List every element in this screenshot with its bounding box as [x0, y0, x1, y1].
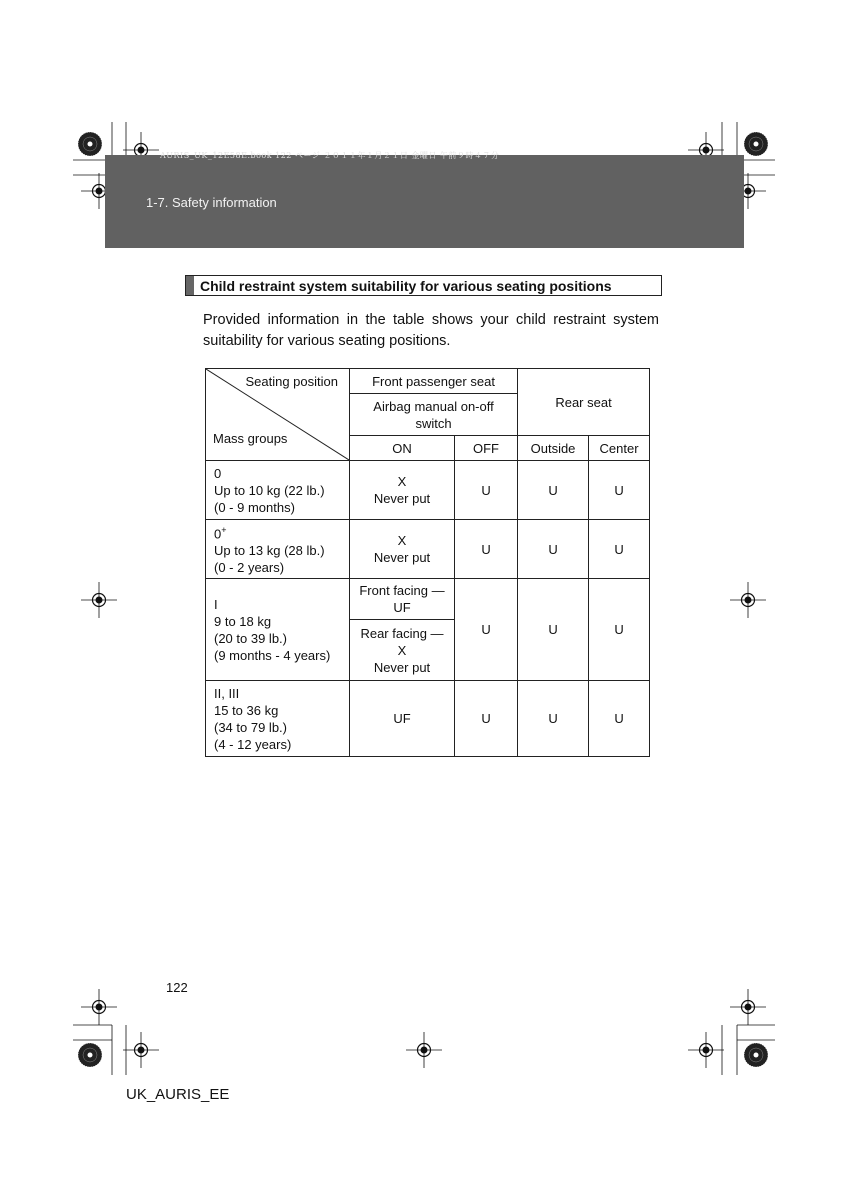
mass-group-age: (9 months - 4 years) [214, 647, 331, 663]
mass-group-age: (0 - 2 years) [214, 560, 285, 576]
mass-group-cell [206, 681, 350, 757]
cell-outside: U [518, 681, 589, 757]
print-meta-line: AURIS_UK_12E58E.book 122 ページ ２０１１年１月２１日 金曜日 午前９時４７分 [160, 151, 500, 160]
suitability-table [205, 368, 650, 757]
col-header-center: Center [589, 436, 650, 461]
col-header-outside: Outside [518, 436, 589, 461]
heading-text: Child restraint system suitability for various seating positions [200, 277, 612, 294]
cell-on-line1: X [397, 474, 407, 489]
cell-on-line2: Never put [373, 550, 431, 565]
cell-outside: U [518, 461, 589, 520]
mass-group-age: (0 - 9 months) [214, 499, 295, 515]
table-row [206, 681, 650, 757]
mass-group-id: II, III [214, 685, 240, 701]
cell-on: UF [350, 681, 455, 757]
mass-group-weight: 9 to 18 kg [214, 613, 272, 629]
rear-facing-value2: Never put [373, 659, 431, 675]
front-facing-label: Front facing — [359, 583, 445, 598]
cell-off: U [455, 681, 518, 757]
document-code: UK_AURIS_EE [126, 1086, 230, 1103]
mass-group-weight-lb: (34 to 79 lb.) [214, 719, 287, 735]
mass-group-cell [206, 461, 350, 520]
heading-accent-bar [186, 276, 194, 295]
table-row [206, 461, 650, 520]
cell-center: U [589, 681, 650, 757]
cell-on-split [350, 579, 455, 681]
mass-group-id [214, 522, 345, 542]
mass-group-weight: 15 to 36 kg [214, 702, 279, 718]
cell-off: U [455, 461, 518, 520]
rear-facing-subcell [350, 620, 454, 680]
cell-outside: U [518, 520, 589, 579]
airbag-switch-header: Airbag manual on-off switch [350, 394, 518, 436]
mass-groups-label: Mass groups [213, 431, 288, 446]
facing-subcells [350, 579, 454, 680]
intro-paragraph: Provided information in the table shows your child restraint system suitability for various seating positions. [203, 312, 659, 349]
section-title: 1-7. Safety information [146, 195, 277, 210]
mass-group-id-sup: + [221, 524, 227, 535]
table-row [206, 520, 650, 579]
col-header-off: OFF [455, 436, 518, 461]
front-facing-value: UF [393, 600, 411, 615]
col-header-on: ON [350, 436, 455, 461]
mass-group-id-text: 0 [214, 526, 222, 542]
front-facing-subcell [350, 579, 454, 620]
page-number: 122 [166, 980, 188, 995]
cell-off: U [455, 579, 518, 681]
mass-group-id: 0 [214, 465, 222, 481]
cell-off: U [455, 520, 518, 579]
mass-group-id: I [214, 596, 218, 612]
rear-seat-header: Rear seat [518, 369, 650, 436]
table-row [206, 579, 650, 681]
cell-center: U [589, 579, 650, 681]
mass-group-cell [206, 579, 350, 681]
cell-on [350, 520, 455, 579]
rear-facing-value1: X [397, 642, 407, 658]
cell-outside: U [518, 579, 589, 681]
cell-center: U [589, 520, 650, 579]
section-heading [185, 275, 662, 296]
cell-on [350, 461, 455, 520]
mass-group-weight-lb: (20 to 39 lb.) [214, 630, 287, 646]
cell-center: U [589, 461, 650, 520]
seating-position-label: Seating position [245, 374, 338, 389]
mass-group-age: (4 - 12 years) [214, 736, 292, 752]
rear-facing-label: Rear facing — [360, 625, 444, 641]
cell-on-line1: X [397, 533, 407, 548]
mass-group-weight: Up to 13 kg (28 lb.) [214, 543, 325, 559]
mass-group-cell [206, 520, 350, 579]
cell-on-line2: Never put [373, 491, 431, 506]
front-passenger-seat-header: Front passenger seat [350, 369, 518, 394]
table-header-row [206, 369, 650, 394]
corner-header-cell [206, 369, 350, 461]
mass-group-weight: Up to 10 kg (22 lb.) [214, 482, 325, 498]
